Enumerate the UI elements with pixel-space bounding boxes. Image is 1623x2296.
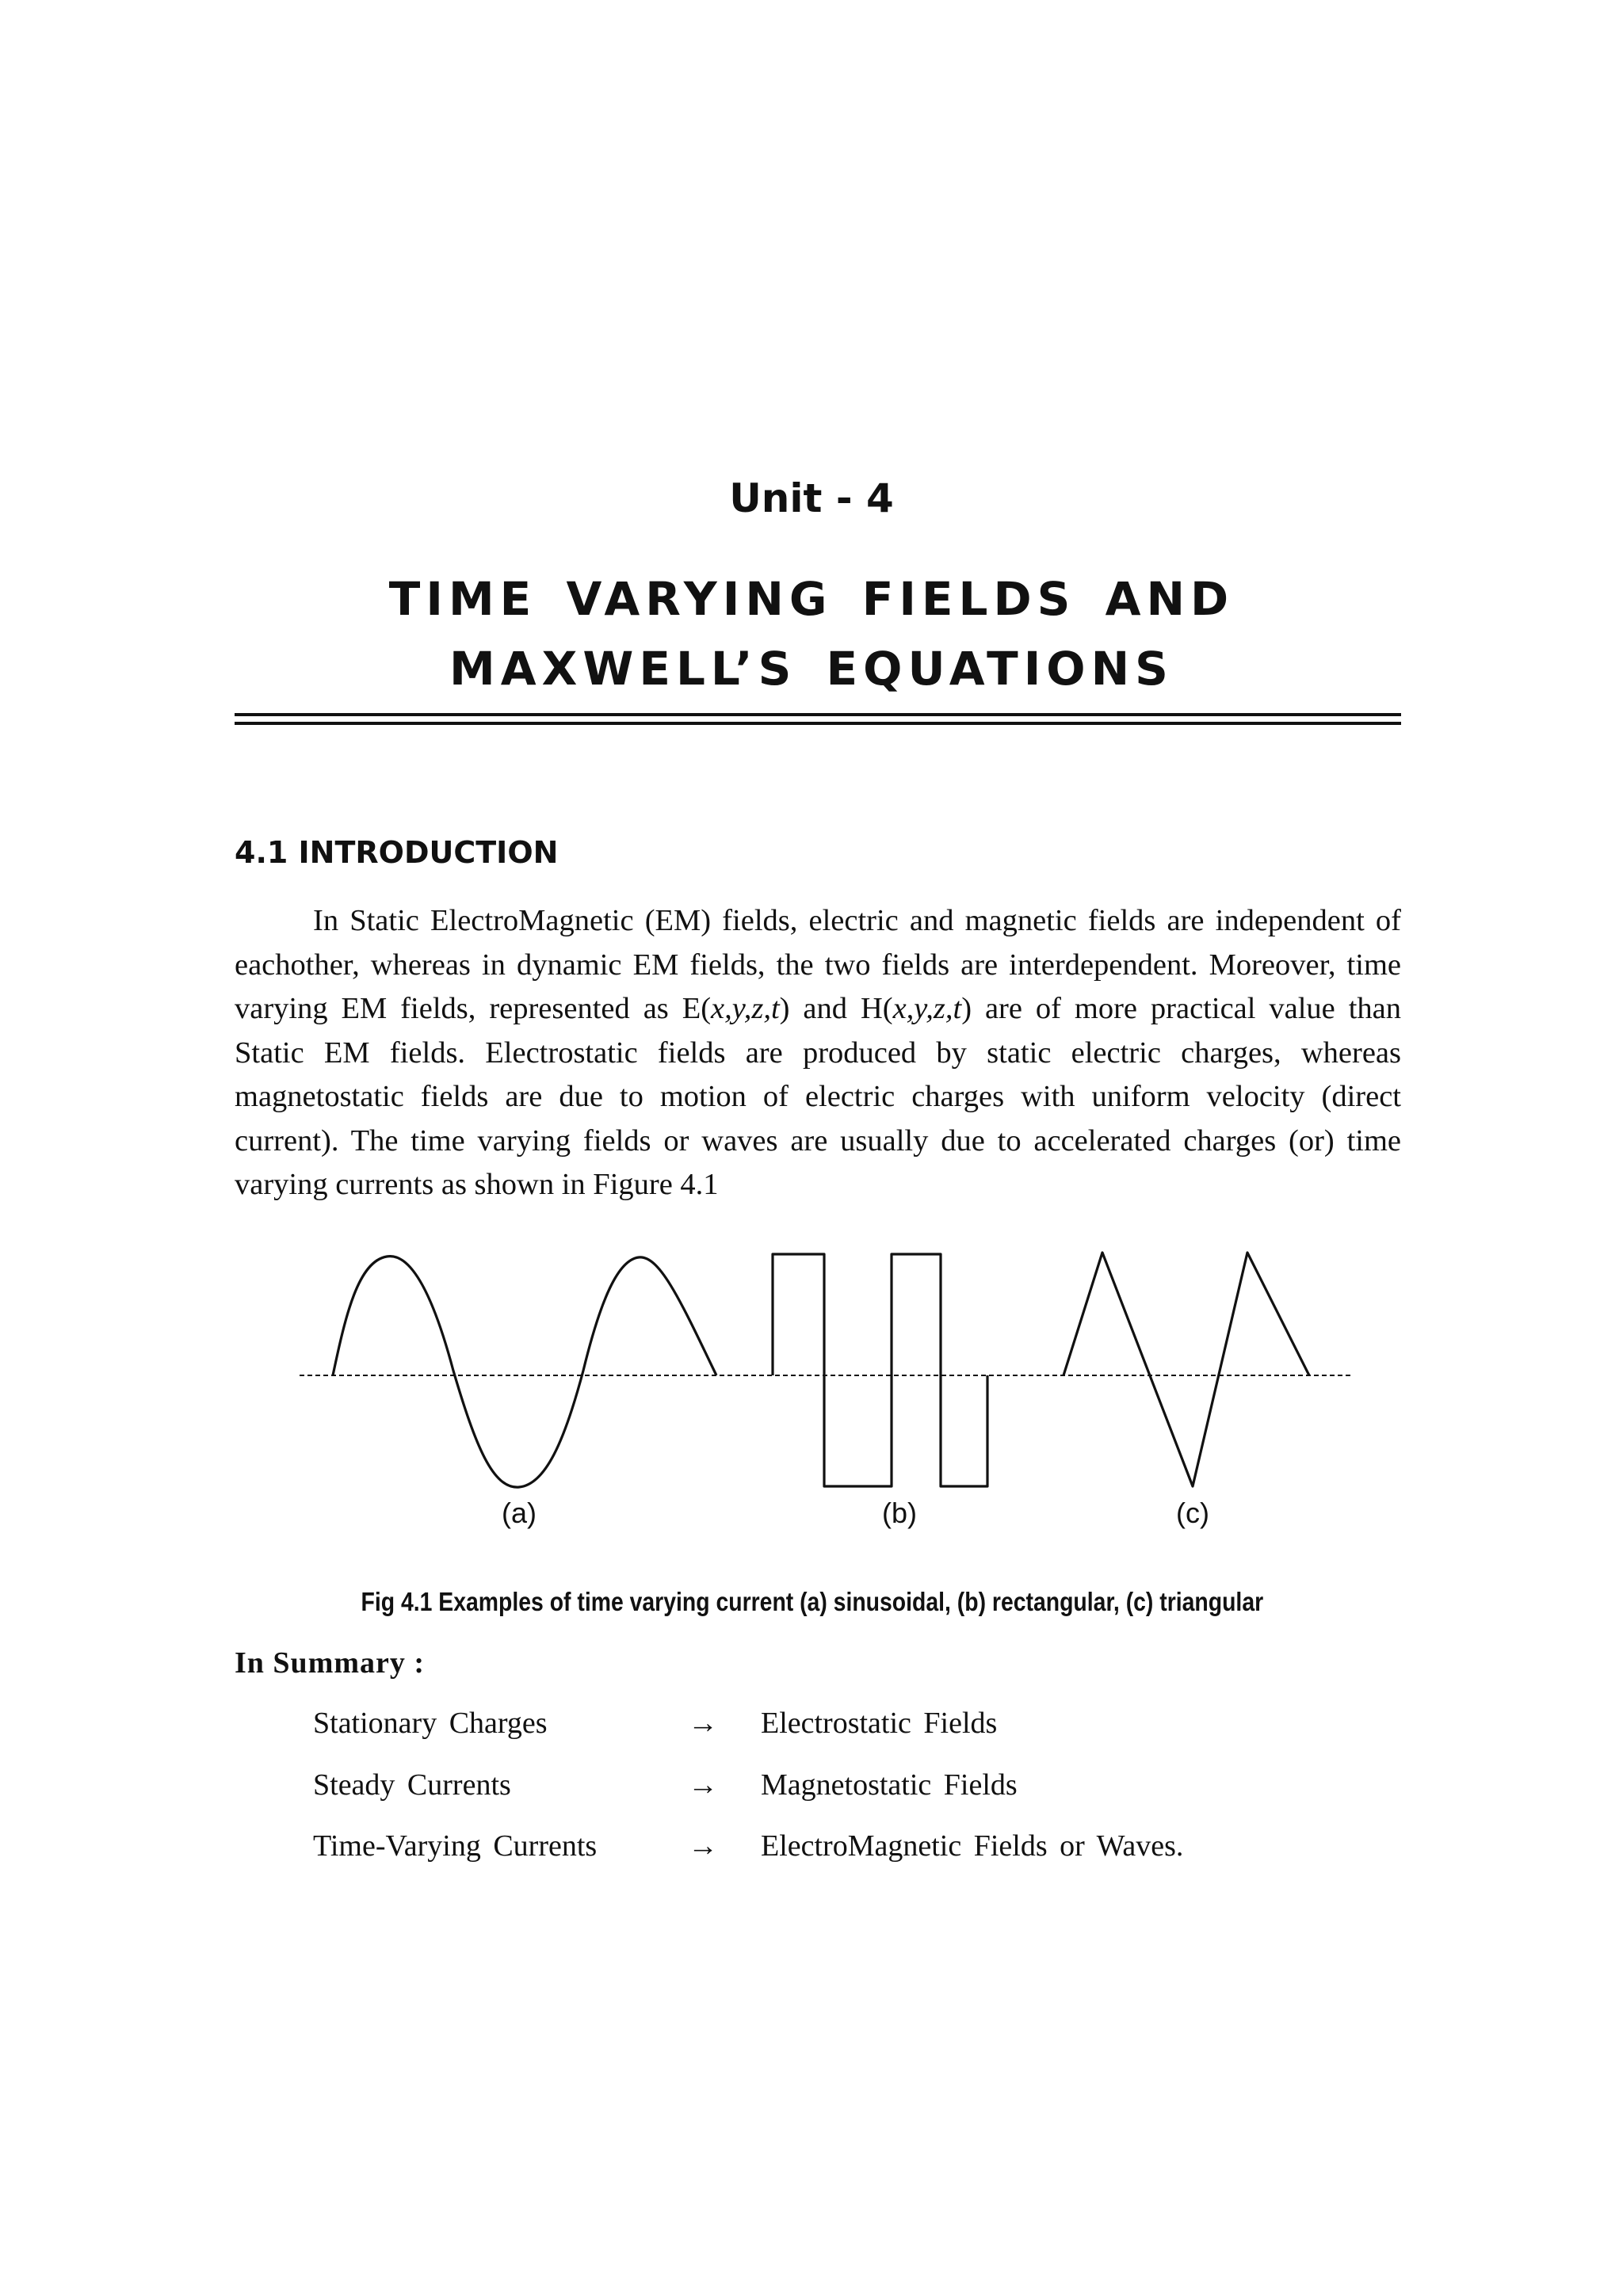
waveform-label-c: (c) (1176, 1497, 1209, 1529)
section-heading: 4.1 INTRODUCTION (235, 835, 559, 870)
chapter-title-line-1: TIME VARYING FIELDS AND (388, 572, 1235, 626)
chapter-title (0, 564, 1623, 704)
waveform-figure (0, 1236, 1623, 1553)
figure-caption: Fig 4.1 Examples of time varying current (a) sinusoidal, (b) rectangular, (c) triangular (361, 1587, 1264, 1616)
intro-text-1: In Static ElectroMagnetic (EM) fields, electric and magnetic fields are independent of eachother, whereas in dynamic EM fields, the two fields are interdependent. Moreover, time varying EM fields, represented as E( (235, 904, 1401, 1025)
summary-heading: In Summary : (235, 1646, 426, 1680)
title-divider-bottom (235, 722, 1401, 725)
arrow-icon: → (688, 1707, 718, 1740)
rectangular-wave (773, 1254, 987, 1486)
summary-row (0, 1829, 1623, 1873)
intro-paragraph (235, 899, 1401, 1207)
summary-row (0, 1706, 1623, 1750)
summary-source: Stationary Charges (313, 1707, 548, 1740)
summary-source: Steady Currents (313, 1768, 511, 1802)
waveform-label-b: (b) (882, 1497, 917, 1529)
intro-variables-h: x,y,z,t (892, 992, 962, 1025)
summary-result: Electrostatic Fields (761, 1707, 998, 1740)
intro-text-3: ) are of more practical value than Static EM fields. Electrostatic fields are produced by static electric charges, whereas magnetostatic fields are due to motion of electric charges with uniform velocity (direct current). The time varying fields or waves are usually due to accelerated charges (or) time varying currents as shown in Figure 4.1 (235, 992, 1401, 1201)
summary-row (0, 1768, 1623, 1812)
summary-source: Time-Varying Currents (313, 1829, 598, 1863)
summary-result: Magnetostatic Fields (761, 1768, 1018, 1802)
intro-variables-e: x,y,z,t (711, 992, 780, 1025)
intro-text-2: ) and H( (779, 992, 893, 1025)
unit-label: Unit - 4 (729, 475, 894, 521)
triangular-wave (1064, 1253, 1309, 1486)
arrow-icon: → (688, 1829, 718, 1863)
waveform-label-a: (a) (502, 1497, 537, 1529)
summary-result: ElectroMagnetic Fields or Waves. (761, 1829, 1184, 1863)
title-divider-top (235, 713, 1401, 716)
chapter-title-line-2: MAXWELL’S EQUATIONS (449, 642, 1174, 696)
arrow-icon: → (688, 1768, 718, 1802)
sinusoidal-wave (333, 1257, 716, 1488)
